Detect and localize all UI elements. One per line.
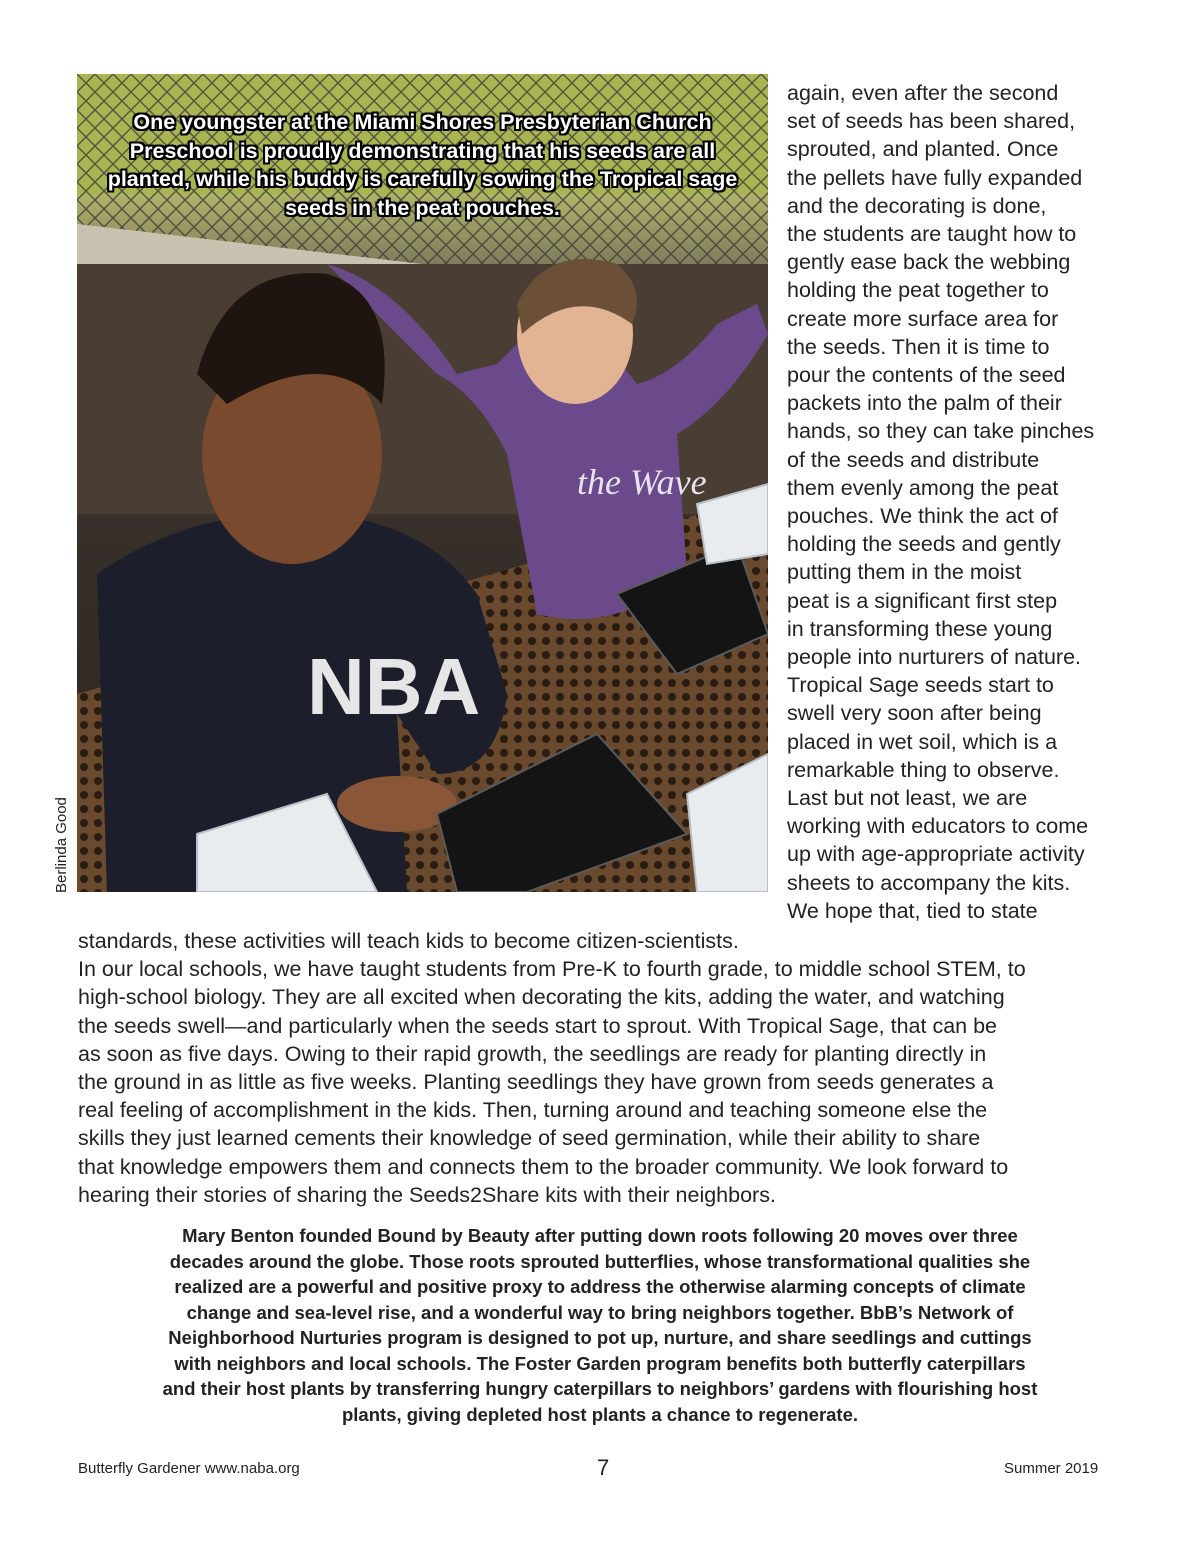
text-line: holding the seeds and gently [787,532,1061,557]
caption-line: Preschool is proudly demonstrating that his seeds are all [129,138,716,163]
footer-page-number: 7 [597,1455,610,1480]
text-line: high-school biology. They are all excited when decorating the kits, adding the water, and watching [78,985,1005,1010]
photo-caption [77,108,768,222]
text-line: pouches. We think the act of [787,504,1058,529]
bio-line: Neighborhood Nurturies program is designed to pot up, nurture, and share seedlings and cuttings [168,1327,1032,1348]
article-column-right [787,79,1147,925]
text-line: the students are taught how to [787,222,1077,247]
text-line: We hope that, tied to state [787,898,1038,923]
text-line: pour the contents of the seed [787,363,1066,388]
text-line: swell very soon after being [787,701,1042,726]
text-line: set of seeds has been shared, [787,109,1076,134]
bio-line: realized are a powerful and positive proxy to address the otherwise alarming concepts of climate [174,1276,1026,1297]
bio-line: plants, giving depleted host plants a chance to regenerate. [341,1403,859,1425]
shirt-left-text: NBA [307,642,481,731]
text-line: peat is a significant first step [787,588,1058,613]
author-bio [60,1223,1140,1427]
text-line: holding the peat together to [787,278,1049,303]
text-line: of the seeds and distribute [787,447,1040,472]
text-line: people into nurturers of nature. [787,645,1082,670]
photo-credit: Berlinda Good [53,797,70,893]
text-line: gently ease back the webbing [787,250,1071,275]
text-line: up with age-appropriate activity [787,842,1085,867]
article-body-full-width [78,927,1158,1209]
shirt-right-text: the Wave [577,462,707,502]
text-line: hearing their stories of sharing the Seeds2Share kits with their neighbors. [78,1182,776,1207]
text-line: packets into the palm of their [787,391,1062,416]
text-line: and the decorating is done, [787,193,1047,218]
text-line: as soon as five days. Owing to their rapid growth, the seedlings are ready for planting directly in [78,1041,987,1066]
bio-line: and their host plants by transferring hungry caterpillars to neighbors’ gardens with flourishing host [162,1378,1038,1399]
text-line: remarkable thing to observe. [787,757,1060,782]
text-line: in transforming these young [787,616,1053,641]
article-photo [77,74,768,892]
caption-line: seeds in the peat pouches. [285,195,560,220]
text-line: skills they just learned cements their knowledge of seed germination, while their ability to share [78,1126,981,1151]
text-line: the ground in as little as five weeks. Planting seedlings they have grown from seeds generates a [78,1070,994,1095]
text-line: Tropical Sage seeds start to [787,673,1054,698]
text-line: Last but not least, we are [787,786,1028,811]
text-line: them evenly among the peat [787,475,1059,500]
text-line: In our local schools, we have taught students from Pre-K to fourth grade, to middle school STEM, to [78,957,1026,982]
text-line: working with educators to come [787,814,1089,839]
footer-publication: Butterfly Gardener www.naba.org [78,1460,300,1477]
text-line: standards, these activities will teach kids to become citizen-scientists. [78,929,739,953]
text-line: create more surface area for [787,306,1059,331]
bio-line: Mary Benton founded Bound by Beauty after putting down roots following 20 moves over three [182,1225,1018,1246]
caption-line: One youngster at the Miami Shores Presbyterian Church [133,110,712,134]
text-line: hands, so they can take pinches [787,419,1095,444]
bio-line: with neighbors and local schools. The Foster Garden program benefits both butterfly caterpillars [174,1352,1026,1374]
text-line: putting them in the moist [787,560,1022,585]
text-line: the seeds swell—and particularly when the seeds start to sprout. With Tropical Sage, that can be [78,1013,998,1038]
text-line: placed in wet soil, which is a [787,729,1058,754]
text-line: the pellets have fully expanded [787,165,1083,190]
footer-issue: Summer 2019 [1004,1460,1099,1477]
text-line: sheets to accompany the kits. [787,870,1071,895]
text-line: real feeling of accomplishment in the kids. Then, turning around and teaching someone else the [78,1098,988,1123]
text-line: that knowledge empowers them and connects them to the broader community. We look forward to [78,1154,1009,1179]
caption-line: planted, while his buddy is carefully sowing the Tropical sage [107,167,738,191]
bio-line: decades around the globe. Those roots sprouted butterflies, whose transformational qualities she [169,1250,1031,1272]
text-line: the seeds. Then it is time to [787,334,1050,359]
text-line: again, even after the second [787,81,1059,105]
text-line: sprouted, and planted. Once [787,137,1059,162]
bio-line: change and sea-level rise, and a wonderful way to bring neighbors together. BbB’s Network of [186,1301,1014,1323]
